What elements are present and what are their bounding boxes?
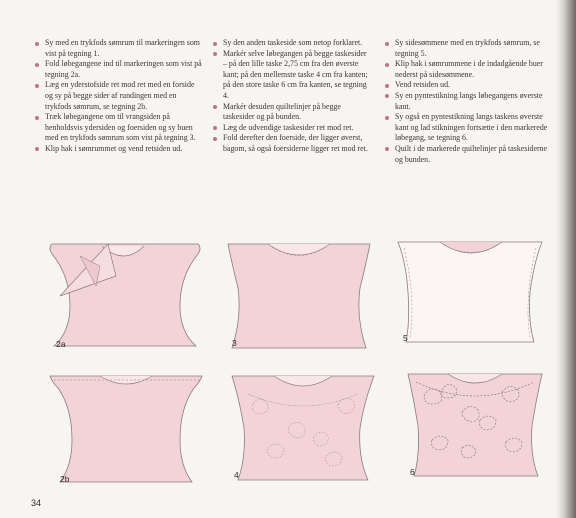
instruction-item: Sy sidesømmene med en trykfods sømrum, se tegning 5.: [384, 38, 552, 59]
page-binding-shadow: [556, 0, 576, 518]
instruction-item: Sy med en trykfods sømrum til markeringen som vist på tegning 1.: [34, 38, 204, 59]
figure-label-4: 4: [234, 470, 239, 480]
figure-label-2a: 2a: [56, 339, 66, 349]
instruction-item: Læg de udvendige taskesider ret mod ret.: [212, 123, 372, 134]
page-number: 34: [31, 498, 42, 508]
figure-label-2b: 2b: [60, 474, 70, 484]
text-column-1: [34, 38, 204, 155]
illustration-6: [402, 370, 548, 485]
instruction-item: Træk løbegangene om til vrangsiden på henholdsvis ydersiden og foersiden og sy buen med en trykfods sømrum som vist på tegning 3.: [34, 112, 204, 144]
text-column-2: [212, 38, 372, 155]
illustration-4: [228, 372, 378, 487]
instruction-item: Læg en yderstofside ret mod ret med en forside og sy på begge sider af rundingen med en trykfods sømrum, se tegning 2b.: [34, 80, 204, 112]
instruction-list-3: [384, 38, 552, 165]
illustration-2a: [40, 236, 210, 356]
figure-label-6: 6: [410, 467, 415, 477]
instruction-item: Vend retsiden ud.: [384, 80, 552, 91]
instruction-item: Quilt i de markerede quiltelinjer på taskesiderne og bunden.: [384, 144, 552, 165]
instruction-list-1: [34, 38, 204, 155]
instruction-item: Sy den anden taskeside som netop forklaret.: [212, 38, 372, 49]
instruction-item: Fold derefter den foerside, der ligger øverst, bagom, så også foersiderne ligger ret mod ret.: [212, 133, 372, 154]
instruction-item: Klip hak i sømrummet og vend retsiden ud.: [34, 144, 204, 155]
figure-label-5: 5: [403, 333, 408, 343]
illustration-5: [396, 238, 546, 358]
text-column-3: [384, 38, 552, 165]
instruction-item: Klip hak i sømrummene i de indadgående buer nederst på sidesømmene.: [384, 59, 552, 80]
instruction-item: Sy også en pyntestikning langs taskens øverste kant og lad stikningen fortsætte i den markerede løbegang, se tegning 6.: [384, 112, 552, 144]
instruction-item: Markér selve løbegangen på begge taskesider – på den lille taske 2,75 cm fra den øverste kant; på den mellemste taske 4 cm fra kanten; på den store taske 6 cm fra kanten, se tegning 4.: [212, 49, 372, 102]
instruction-item: Markér desuden quiltelinjer på begge taskesider og på bunden.: [212, 102, 372, 123]
instruction-item: Fold løbegangene ind til markeringen som vist på tegning 2a.: [34, 59, 204, 80]
figure-label-3: 3: [232, 338, 237, 348]
instruction-list-2: [212, 38, 372, 155]
illustration-3: [224, 238, 374, 358]
instruction-item: Sy en pyntestikning langs løbegangens øverste kant.: [384, 91, 552, 112]
